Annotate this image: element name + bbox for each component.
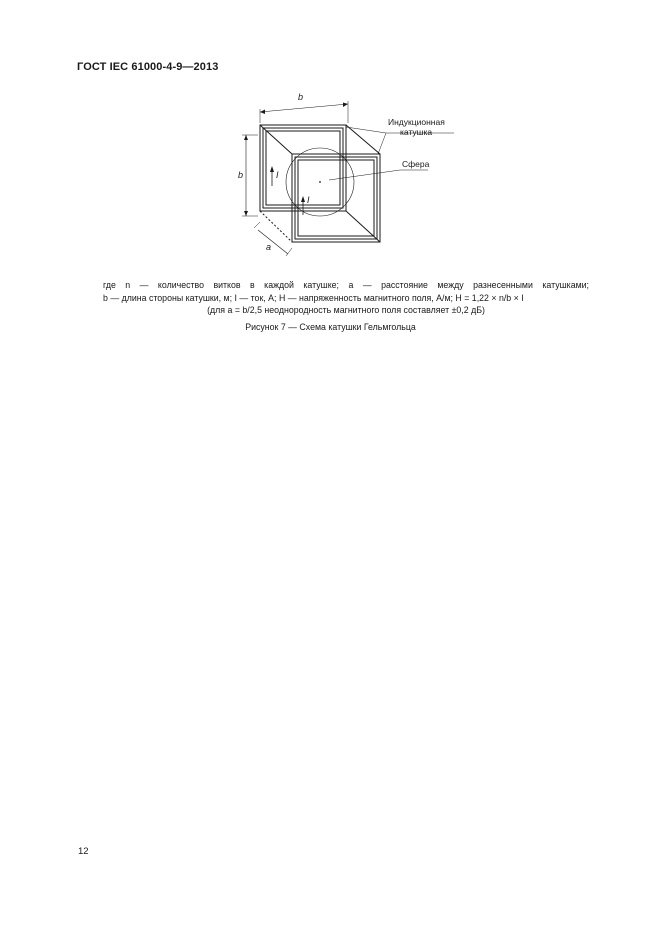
legend-line-1: где n — количество витков в каждой катушке; a — расстояние между разнесенными катушками; — [103, 280, 589, 290]
coil-label-line2: катушка — [400, 127, 433, 137]
front-coil-outer — [292, 154, 380, 242]
coil-label-line1: Индукционная — [388, 117, 445, 127]
document-standard-header: ГОСТ IEC 61000-4-9—2013 — [77, 61, 219, 73]
figure-caption: Рисунок 7 — Схема катушки Гельмгольца — [245, 322, 416, 332]
current-back-label: I — [276, 170, 279, 180]
current-front-label: I — [307, 195, 310, 205]
edge-top-left — [260, 125, 292, 154]
helmholtz-coil-figure — [228, 90, 468, 260]
page-number: 12 — [78, 846, 89, 857]
coil-leader-2 — [378, 133, 386, 154]
helmholtz-coil-diagram — [228, 90, 468, 260]
dim-a-label: a — [266, 242, 272, 252]
legend-line-2: b — длина стороны катушки, м; I — ток, А; H — напряженность магнитного поля, А/м; H = 1,22 × n/b × I — [103, 292, 524, 303]
legend-line-3: (для a = b/2,5 неоднородность магнитного поля составляет ±0,2 дБ) — [207, 305, 485, 315]
dim-b-side-label: b — [238, 170, 244, 180]
sphere-label: Сфера — [402, 159, 430, 169]
edge-bottom-left — [260, 211, 292, 242]
dim-b-top-line — [260, 104, 348, 112]
dim-b-top-label: b — [298, 92, 304, 102]
figure-legend — [103, 279, 589, 317]
edge-bottom-right — [346, 211, 380, 242]
back-coil-inner — [266, 131, 340, 205]
